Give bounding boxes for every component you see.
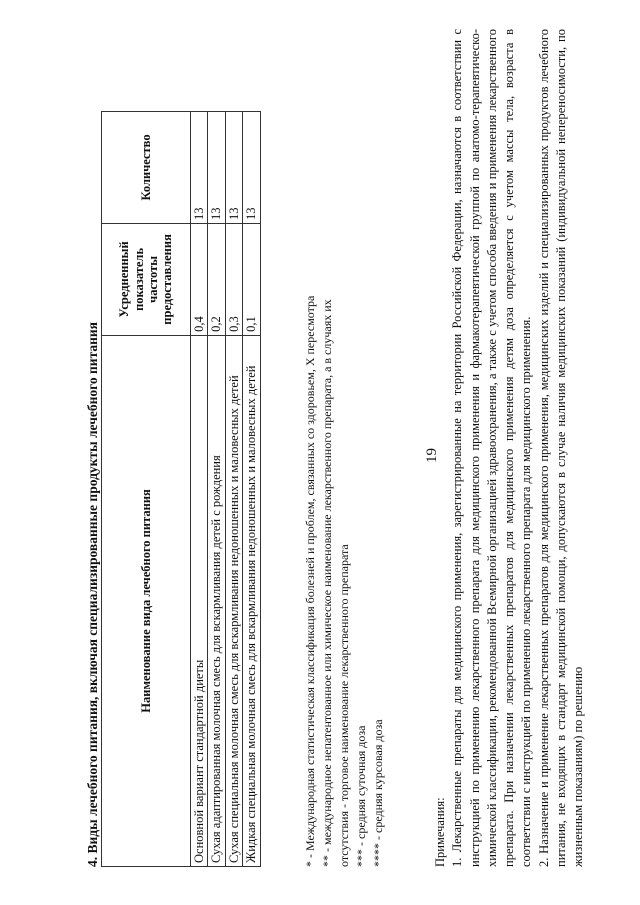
cell-name: Сухая специальная молочная смесь для вскармливания недоношенных и маловесных детей: [225, 335, 242, 866]
table-row: [191, 112, 208, 867]
section-title: 4. Виды лечебного питания, включая специализированные продукты лечебного питания: [85, 322, 100, 867]
cell-quantity: 13: [191, 112, 208, 224]
footnotes: [302, 27, 387, 867]
diet-table: [101, 111, 261, 867]
cell-frequency: 0,1: [243, 223, 260, 335]
header-frequency: Усредненный показатель частоты предоставления: [102, 223, 191, 335]
note-item: 1. Лекарственные препараты для медицинского применения, зарегистрированные на территории Российской Федерации, назначаются в соответствии с инструкцией по применению лекарственного препарата для медицинского применения и фармакотерапевтической группой по анатомо-терапевтическо-химической классификации, рекомендованной Всемирной организацией здравоохранения, а также с учетом способа введения и применения лекарственного препарата. При назначении лекарственных препаратов для медицинского применения детям доза определяется с учетом массы тела, возраста в соответствии с инструкцией по применению лекарственного препарата для медицинского применения.: [450, 29, 534, 867]
cell-quantity: 13: [225, 112, 242, 224]
header-name: Наименование вида лечебного питания: [102, 335, 191, 866]
page-number: 19: [424, 448, 440, 463]
table-row: [225, 112, 242, 867]
notes-title: Примечания:: [433, 797, 447, 867]
footnote: **** - средняя курсовая доза: [371, 719, 385, 867]
footnote: *** - средняя суточная доза: [354, 725, 368, 867]
table-row: [208, 112, 225, 867]
cell-quantity: 13: [208, 112, 225, 224]
table-row: [243, 112, 260, 867]
footnote: ** - международное непатентованное или химическое наименование лекарственного препарата, а в случаях их: [320, 299, 334, 867]
cell-frequency: 0,4: [191, 223, 208, 335]
notes: [432, 29, 588, 867]
cell-frequency: 0,3: [225, 223, 242, 335]
note-item: 2. Назначение и применение лекарственных препаратов для медицинского применения, медицинских изделий и специализированных продуктов лечебного питания, не входящих в стандарт медицинской помощи, допускаются в случае наличия медицинских показаний (индивидуальной непереносимости, по жизненным показаниям) по решению: [536, 29, 586, 867]
footnote: * - Международная статистическая классификация болезней и проблем, связанных со здоровьем, X пересмотра: [303, 295, 317, 867]
cell-name: Жидкая специальная молочная смесь для вскармливания недоношенных и маловесных детей: [243, 335, 260, 866]
cell-quantity: 13: [243, 112, 260, 224]
table-header-row: [102, 112, 191, 867]
cell-name: Сухая адаптированная молочная смесь для вскармливания детей с рождения: [208, 335, 225, 866]
cell-frequency: 0,2: [208, 223, 225, 335]
header-quantity: Количество: [102, 112, 191, 224]
footnote: отсутствия - торговое наименование лекарственного препарата: [337, 544, 351, 867]
cell-name: Основной вариант стандартной диеты: [191, 335, 208, 866]
